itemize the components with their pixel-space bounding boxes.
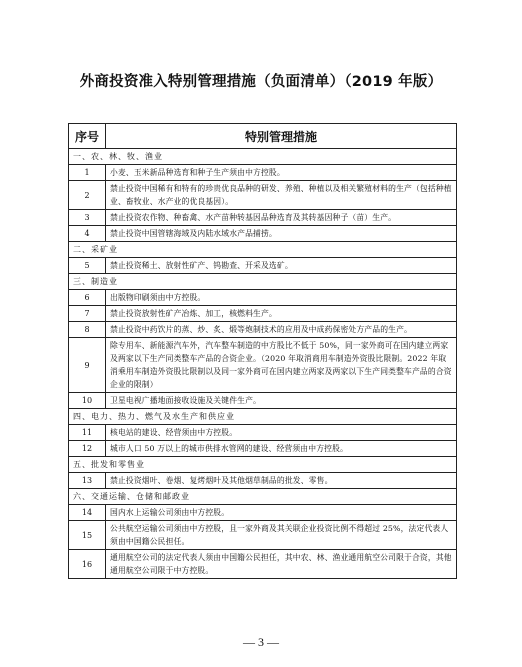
row-number: 12: [69, 441, 106, 457]
table-body: [69, 149, 457, 579]
row-measure: 禁止投资烟叶、卷烟、复烤烟叶及其他烟草制品的批发、零售。: [106, 473, 457, 489]
row-number: 9: [69, 338, 106, 393]
table-row: [69, 521, 457, 550]
row-number: 6: [69, 290, 106, 306]
table-row: [69, 181, 457, 210]
section-heading: 五、批发和零售业: [69, 457, 457, 473]
section-heading-row: [69, 242, 457, 258]
table-row: [69, 425, 457, 441]
row-number: 8: [69, 322, 106, 338]
row-number: 7: [69, 306, 106, 322]
row-measure: 禁止投资中国管辖海域及内陆水域水产品捕捞。: [106, 226, 457, 242]
row-number: 16: [69, 550, 106, 579]
table-row: [69, 393, 457, 409]
row-measure: 禁止投资中药饮片的蒸、炒、炙、煅等炮制技术的应用及中成药保密处方产品的生产。: [106, 322, 457, 338]
table-header: [69, 124, 457, 149]
row-measure: 禁止投资中国稀有和特有的珍贵优良品种的研发、养殖、种植以及相关繁殖材料的生产（包括种植业、畜牧业、水产业的优良基因）。: [106, 181, 457, 210]
row-number: 11: [69, 425, 106, 441]
row-number: 14: [69, 505, 106, 521]
section-heading: 六、交通运输、仓储和邮政业: [69, 489, 457, 505]
table-row: [69, 505, 457, 521]
document-title: 外商投资准入特别管理措施（负面清单）（2019 年版）: [79, 74, 443, 90]
row-number: 1: [69, 165, 106, 181]
row-number: 3: [69, 210, 106, 226]
table-row: [69, 550, 457, 579]
section-heading-row: [69, 274, 457, 290]
row-measure: 除专用车、新能源汽车外，汽车整车制造的中方股比不低于 50%，同一家外商可在国内建立两家及两家以下生产同类整车产品的合资企业。（2020 年取消商用车制造外资股比限制。2022 年取消乘用车制造外资股比限制以及同一家外商可在国内建立两家及两家以下生产同类整车产品的合资企业的限制）: [106, 338, 457, 393]
row-number: 15: [69, 521, 106, 550]
row-measure: 小麦、玉米新品种选育和种子生产须由中方控股。: [106, 165, 457, 181]
section-heading: 二、采矿业: [69, 242, 457, 258]
negative-list-table: [68, 123, 457, 579]
row-measure: 卫星电视广播地面接收设施及关键件生产。: [106, 393, 457, 409]
row-number: 4: [69, 226, 106, 242]
table-row: [69, 322, 457, 338]
section-heading: 三、制造业: [69, 274, 457, 290]
table-row: [69, 165, 457, 181]
header-measures: 特别管理措施: [106, 124, 457, 149]
row-number: 13: [69, 473, 106, 489]
row-measure: 禁止投资放射性矿产冶炼、加工，核燃料生产。: [106, 306, 457, 322]
row-measure: 通用航空公司的法定代表人须由中国籍公民担任，其中农、林、渔业通用航空公司限于合资，其他通用航空公司限于中方控股。: [106, 550, 457, 579]
section-heading-row: [69, 149, 457, 165]
section-heading: 四、电力、热力、燃气及水生产和供应业: [69, 409, 457, 425]
section-heading-row: [69, 457, 457, 473]
row-number: 5: [69, 258, 106, 274]
row-measure: 出版物印刷须由中方控股。: [106, 290, 457, 306]
row-number: 2: [69, 181, 106, 210]
section-heading-row: [69, 409, 457, 425]
table-row: [69, 290, 457, 306]
row-measure: 核电站的建设、经营须由中方控股。: [106, 425, 457, 441]
row-measure: 禁止投资稀土、放射性矿产、钨勘查、开采及选矿。: [106, 258, 457, 274]
table-row: [69, 441, 457, 457]
section-heading-row: [69, 489, 457, 505]
table-row: [69, 210, 457, 226]
table-row: [69, 306, 457, 322]
row-measure: 禁止投资农作物、种畜禽、水产苗种转基因品种选育及其转基因种子（苗）生产。: [106, 210, 457, 226]
table-row: [69, 473, 457, 489]
header-no: 序号: [69, 124, 106, 149]
table-row: [69, 258, 457, 274]
row-measure: 公共航空运输公司须由中方控股，且一家外商及其关联企业投资比例不得超过 25%，法定代表人须由中国籍公民担任。: [106, 521, 457, 550]
table-row: [69, 338, 457, 393]
row-number: 10: [69, 393, 106, 409]
page-number: — 3 —: [243, 635, 279, 649]
table-row: [69, 226, 457, 242]
row-measure: 国内水上运输公司须由中方控股。: [106, 505, 457, 521]
row-measure: 城市人口 50 万以上的城市供排水管网的建设、经营须由中方控股。: [106, 441, 457, 457]
section-heading: 一、农、林、牧、渔业: [69, 149, 457, 165]
